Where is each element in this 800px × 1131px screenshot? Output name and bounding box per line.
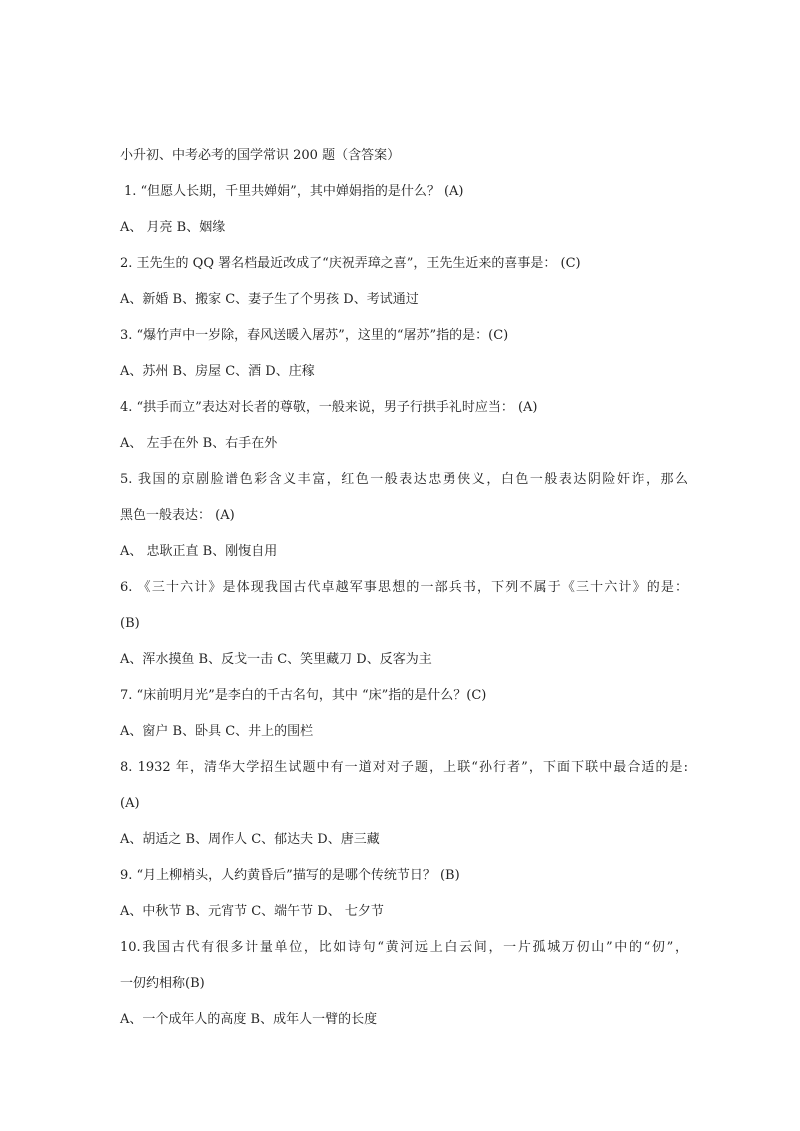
question-5-options: A、 忠耿正直 B、刚愎自用 [120, 544, 278, 559]
question-8-options: A、胡适之 B、周作人 C、郁达夫 D、唐三藏 [120, 832, 380, 847]
question-2: 2. 王先生的 QQ 署名档最近改成了“庆祝弄璋之喜”，王先生近来的喜事是： (C) [120, 256, 581, 271]
question-8: 8. 1932 年，清华大学招生试题中有一道对对子题，上联“孙行者”，下面下联中最合适的是: [120, 760, 688, 775]
question-3-options: A、苏州 B、房屋 C、酒 D、庄稼 [120, 364, 315, 379]
question-6: 6. 《三十六计》是体现我国古代卓越军事思想的一部兵书，下列不属于《三十六计》的是： [120, 580, 688, 595]
question-10-continued: 一仞约相称(B) [120, 976, 205, 991]
question-7: 7. “床前明月光”是李白的千古名句，其中 “床”指的是什么？(C) [120, 688, 487, 703]
question-9-options: A、中秋节 B、元宵节 C、端午节 D、 七夕节 [120, 904, 384, 919]
question-10-options: A、一个成年人的高度 B、成年人一臂的长度 [120, 1012, 378, 1027]
question-7-options: A、窗户 B、卧具 C、井上的围栏 [120, 724, 314, 739]
question-4-options: A、 左手在外 B、右手在外 [120, 436, 278, 451]
question-6-options: A、浑水摸鱼 B、反戈一击 C、笑里藏刀 D、反客为主 [120, 652, 432, 667]
document-title: 小升初、中考必考的国学常识 200 题（含答案） [120, 148, 401, 163]
question-4: 4. “拱手而立”表达对长者的尊敬，一般来说，男子行拱手礼时应当： (A) [120, 400, 538, 415]
question-1-options: A、 月亮 B、姻缘 [120, 220, 226, 235]
question-5: 5. 我国的京剧脸谱色彩含义丰富，红色一般表达忠勇侠义，白色一般表达阴险奸诈，那么 [120, 472, 688, 487]
question-6-answer: (B) [120, 616, 140, 631]
question-1: 1. “但愿人长期，千里共婵娟”，其中婵娟指的是什么？ (A) [124, 184, 464, 199]
question-8-answer: (A) [120, 796, 140, 811]
question-5-continued: 黑色一般表达： (A) [120, 508, 235, 523]
question-10: 10.我国古代有很多计量单位，比如诗句“黄河远上白云间，一片孤城万仞山”中的“仞”， [120, 940, 688, 955]
question-9: 9. “月上柳梢头，人约黄昏后”描写的是哪个传统节日？ (B) [120, 868, 460, 883]
question-3: 3. “爆竹声中一岁除，春风送暖入屠苏”，这里的“屠苏”指的是：(C) [120, 328, 509, 343]
question-2-options: A、新婚 B、搬家 C、妻子生了个男孩 D、考试通过 [120, 292, 419, 307]
